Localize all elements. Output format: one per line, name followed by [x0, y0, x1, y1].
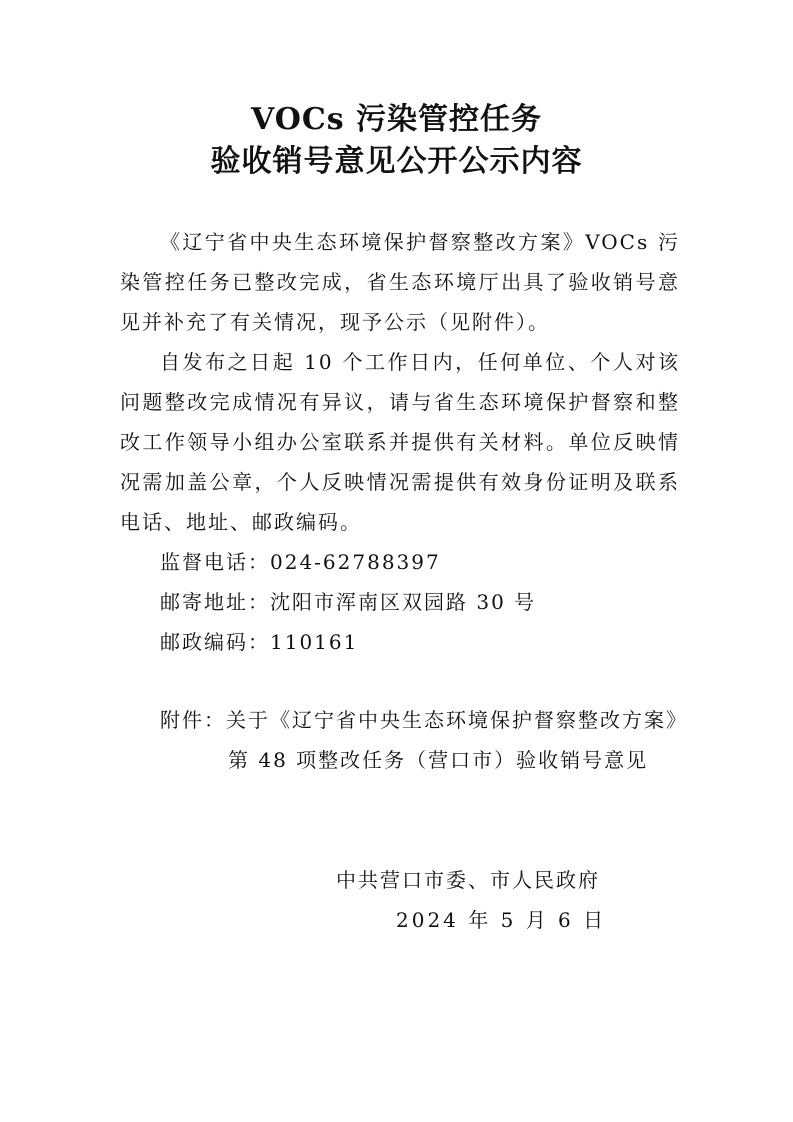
signature-organization: 中共营口市委、市人民政府 — [336, 868, 600, 892]
attachment-line-1: 附件：关于《辽宁省中央生态环境保护督察整改方案》 — [160, 708, 688, 732]
attachment-line-2: 第 48 项整改任务（营口市）验收销号意见 — [228, 748, 649, 772]
contact-address: 邮寄地址：沈阳市浑南区双园路 30 号 — [160, 590, 537, 614]
contact-zip-code: 邮政编码：110161 — [160, 630, 359, 654]
document-title-line-2: 验收销号意见公开公示内容 — [210, 144, 583, 179]
document-title-line-1: VOCs 污染管控任务 — [250, 102, 543, 137]
body-paragraph-1: 《辽宁省中央生态环境保护督察整改方案》VOCs 污染管控任务已整改完成，省生态环境厅出具了验收销号意见并补充了有关情况，现予公示（见附件）。 — [120, 230, 680, 334]
signature-date: 2024 年 5 月 6 日 — [396, 908, 607, 932]
contact-phone: 监督电话：024-62788397 — [160, 550, 441, 574]
body-paragraph-2: 自发布之日起 10 个工作日内，任何单位、个人对该问题整改完成情况有异议，请与省生态环境保护督察和整改工作领导小组办公室联系并提供有关材料。单位反映情况需加盖公章，个人反映情况需提供有效身份证明及联系电话、地址、邮政编码。 — [120, 350, 680, 534]
